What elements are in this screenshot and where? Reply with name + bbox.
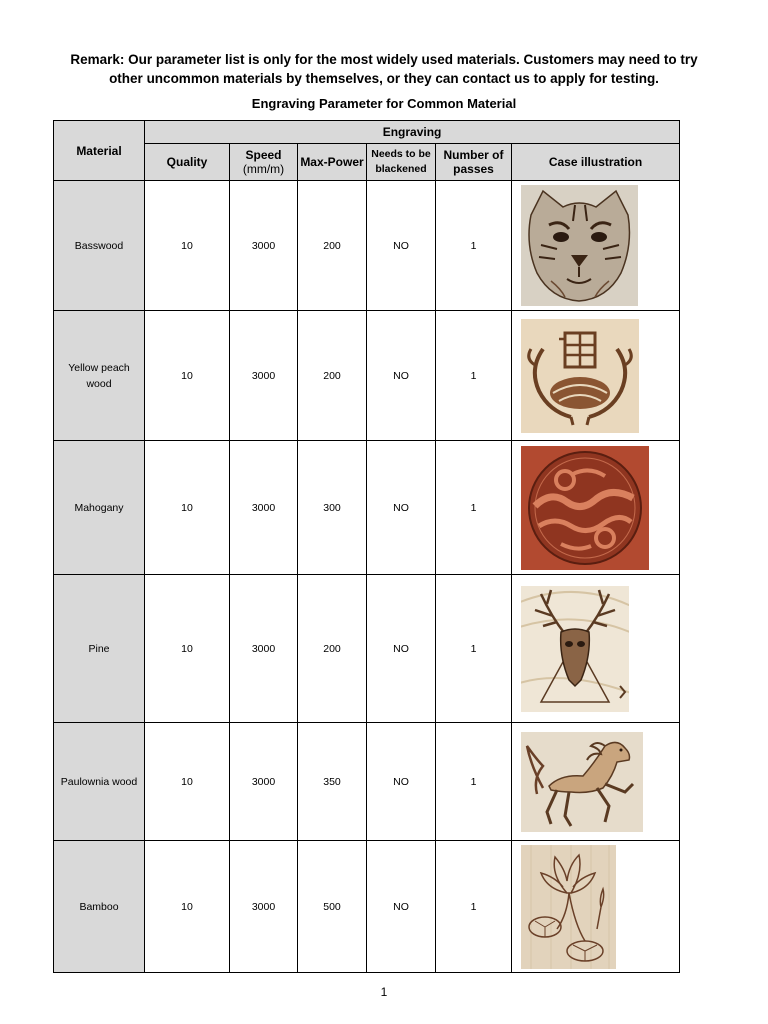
max-power-header: Max-Power — [298, 144, 367, 181]
speed-cell: 3000 — [230, 723, 298, 841]
deer-skull-engraving-image — [521, 586, 629, 712]
remark-text — [40, 50, 728, 88]
speed-header-line-1: Speed — [245, 148, 282, 162]
max-power-cell: 200 — [298, 181, 367, 311]
blackened-cell: NO — [367, 841, 436, 973]
table-row — [54, 181, 680, 311]
table-row — [54, 311, 680, 441]
material-cell — [54, 441, 145, 575]
cloud-circle-engraving-image — [521, 446, 649, 570]
engraving-header: Engraving — [145, 121, 680, 144]
table-row — [54, 723, 680, 841]
header-row-2 — [54, 144, 680, 181]
quality-cell: 10 — [145, 575, 230, 723]
blackened-cell: NO — [367, 723, 436, 841]
max-power-cell: 500 — [298, 841, 367, 973]
blackened-header-line-1: Needs to be — [371, 148, 431, 160]
lotus-engraving-image — [521, 845, 616, 969]
passes-cell: 1 — [436, 723, 512, 841]
quality-cell: 10 — [145, 841, 230, 973]
engraving-parameter-table — [53, 120, 680, 973]
passes-cell: 1 — [436, 575, 512, 723]
passes-header-line-2: passes — [453, 162, 494, 176]
passes-header — [436, 144, 512, 181]
material-name: Basswood — [74, 239, 124, 252]
blackened-cell: NO — [367, 575, 436, 723]
case-illustration-cell — [512, 441, 680, 575]
quality-cell: 10 — [145, 441, 230, 575]
material-name: Yellow peach — [68, 361, 130, 374]
speed-header-line-2: (mm/m) — [242, 162, 285, 176]
speed-cell: 3000 — [230, 575, 298, 723]
material-name: Mahogany — [74, 501, 124, 514]
case-illustration-header: Case illustration — [512, 144, 680, 181]
case-illustration-cell — [512, 841, 680, 973]
passes-cell: 1 — [436, 841, 512, 973]
remark-line-2: other uncommon materials by themselves, or they can contact us to apply for testing. — [109, 71, 659, 86]
quality-cell: 10 — [145, 723, 230, 841]
quality-cell: 10 — [145, 181, 230, 311]
material-header: Material — [54, 121, 145, 181]
material-name: Paulownia wood — [60, 775, 138, 788]
case-illustration-cell — [512, 575, 680, 723]
header-row-1 — [54, 121, 680, 144]
material-cell — [54, 311, 145, 441]
blackened-cell: NO — [367, 181, 436, 311]
speed-cell: 3000 — [230, 311, 298, 441]
material-cell — [54, 575, 145, 723]
speed-cell: 3000 — [230, 841, 298, 973]
blackened-cell: NO — [367, 441, 436, 575]
table-row — [54, 575, 680, 723]
tiger-face-engraving-image — [521, 185, 638, 306]
blackened-cell: NO — [367, 311, 436, 441]
quality-header: Quality — [145, 144, 230, 181]
table-row — [54, 441, 680, 575]
passes-header-line-1: Number of — [443, 148, 504, 162]
speed-cell: 3000 — [230, 181, 298, 311]
max-power-cell: 300 — [298, 441, 367, 575]
material-name-cont: wood — [86, 377, 112, 390]
material-cell — [54, 841, 145, 973]
passes-cell: 1 — [436, 181, 512, 311]
remark-line-1: Remark: Our parameter list is only for the most widely used materials. Customers may need to try — [70, 52, 698, 67]
case-illustration-cell — [512, 311, 680, 441]
max-power-cell: 350 — [298, 723, 367, 841]
material-name: Pine — [88, 642, 110, 655]
speed-cell: 3000 — [230, 441, 298, 575]
max-power-cell: 200 — [298, 311, 367, 441]
material-cell — [54, 181, 145, 311]
horse-engraving-image — [521, 732, 643, 832]
case-illustration-cell — [512, 181, 680, 311]
max-power-cell: 200 — [298, 575, 367, 723]
fu-character-flower-engraving-image — [521, 319, 639, 433]
blackened-header-line-2: blackened — [375, 163, 427, 175]
speed-header — [230, 144, 298, 181]
passes-cell: 1 — [436, 311, 512, 441]
material-name: Bamboo — [79, 900, 119, 913]
table-row — [54, 841, 680, 973]
table-title: Engraving Parameter for Common Material — [251, 96, 517, 111]
page-number: 1 — [380, 985, 388, 999]
material-cell — [54, 723, 145, 841]
passes-cell: 1 — [436, 441, 512, 575]
case-illustration-cell — [512, 723, 680, 841]
quality-cell: 10 — [145, 311, 230, 441]
blackened-header — [367, 144, 436, 181]
